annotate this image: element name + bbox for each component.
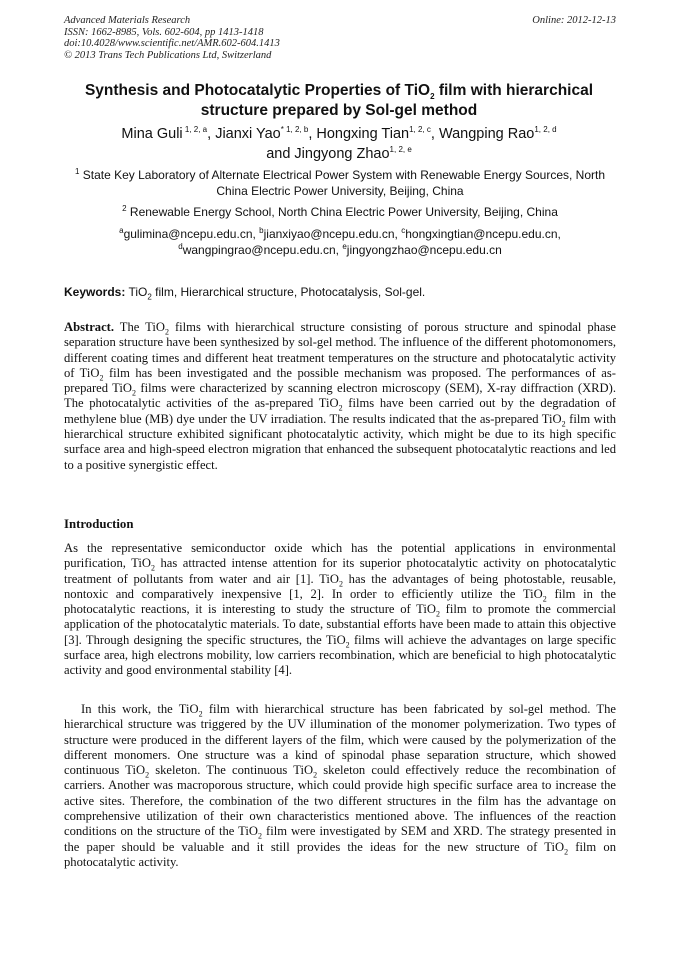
keywords-label: Keywords:	[64, 285, 126, 299]
title-part2: film with hierarchical structure prepared by Sol-gel method	[200, 82, 594, 119]
journal-name: Advanced Materials Research	[64, 15, 191, 26]
body-text: film on photocatalytic activity.	[64, 839, 616, 869]
issn-line: ISSN: 1662-8985, Vols. 602-604, pp 1413-1418	[64, 26, 264, 38]
author-name: and Jingyong Zhao	[266, 146, 390, 162]
subscript: 2	[132, 388, 137, 398]
body-text: film with hierarchical structure has been fabricated by sol-gel method. The hierarchical structure was triggered by the UV illumination of the monomer polymerization. Two types of structure were produced in the different layers of the film, which were caused by the polymerization of the different monomers. One structure was a kind of spinodal phase separation structure, which showed continuous TiO	[64, 702, 617, 778]
affiliation-text: State Key Laboratory of Alternate Electrical Power System with Renewable Energy Sources, North China Electric Power University, Beijing, China	[79, 168, 606, 198]
paper-title	[50, 81, 628, 121]
journal-header	[64, 15, 616, 61]
email-address: jianxiyao@ncepu.edu.cn,	[263, 227, 402, 241]
author-name: Jianxi Yao	[215, 126, 281, 142]
online-date: Online: 2012-12-13	[532, 15, 616, 26]
subscript: 2	[198, 709, 203, 719]
email-sup: b	[259, 226, 264, 235]
introduction-paragraph-1	[64, 541, 616, 679]
body-text: films will achieve the advantages on large specific surface area, high electrons mobility, low carriers recombination, which are beneficial to high photocatalytic activity and good environmental stability [4].	[64, 632, 616, 678]
affiliation-text: Renewable Energy School, North China Electric Power University, Beijing, China	[126, 205, 558, 219]
keywords	[64, 285, 616, 300]
author-emails	[64, 226, 616, 258]
body-text: In this work, the TiO	[81, 702, 199, 716]
keywords-sub: 2	[147, 292, 152, 302]
author-sup: 1, 2, e	[389, 145, 412, 155]
abstract-text: film with hierarchical structure exhibited significant photocatalytic activity, which might be due to its high specific surface area and high-speed electron migration that enhanced the subsequent photocatalytic reactions and led to a positive synergistic effect.	[64, 411, 616, 472]
copyright-line: © 2013 Trans Tech Publications Ltd, Switzerland	[64, 49, 272, 61]
introduction-paragraph-2	[64, 702, 616, 870]
author-sep: ,	[308, 126, 317, 142]
keywords-text: film, Hierarchical structure, Photocatalysis, Sol-gel.	[151, 285, 426, 299]
body-text: film were investigated by SEM and XRD. The strategy presented in the paper should be valuable and it still provides the ideas for the new structure of TiO	[64, 824, 616, 854]
title-sub: 2	[430, 92, 435, 102]
body-text: skeleton. The continuous TiO	[149, 763, 314, 778]
title-part1: Synthesis and Photocatalytic Properties of TiO	[84, 82, 431, 99]
subscript: 2	[313, 770, 318, 780]
affiliation-number: 2	[122, 204, 127, 213]
author-name: Hongxing Tian	[316, 126, 410, 142]
body-text: has the advantages of being photostable, reusable, nontoxic and comparatively inexpensive [1, 2]. In order to efficiently utilize the TiO	[64, 571, 616, 601]
email-address: jingyongzhao@ncepu.edu.cn	[346, 243, 502, 257]
body-text: film to promote the commercial application of the photocatalytic materials. To date, substantial efforts have been made to attain this objective [3]. Through designing the specific structures, the TiO	[64, 602, 617, 647]
subscript: 2	[564, 847, 569, 857]
subscript: 2	[561, 419, 566, 429]
email-address: wangpingrao@ncepu.edu.cn,	[182, 243, 343, 257]
subscript: 2	[145, 770, 150, 780]
abstract-text: film has been investigated and the possible mechanism was proposed. The performances of as-prepared TiO	[64, 365, 616, 396]
affiliation-2	[64, 205, 616, 221]
subscript: 2	[164, 327, 169, 337]
author-name: Mina Guli	[121, 126, 183, 142]
email-address: gulimina@ncepu.edu.cn,	[123, 227, 260, 241]
email-sup: c	[401, 226, 406, 235]
email-address: hongxingtian@ncepu.edu.cn,	[405, 227, 561, 241]
abstract-text: The TiO	[114, 320, 165, 334]
subscript: 2	[99, 373, 104, 383]
author-sup: * 1, 2, b	[280, 125, 309, 135]
author-sep: ,	[207, 126, 216, 142]
author-sup: 1, 2, c	[409, 125, 431, 135]
subscript: 2	[338, 579, 343, 589]
email-sup: d	[178, 242, 183, 251]
keywords-text: TiO	[125, 285, 148, 299]
subscript: 2	[345, 640, 350, 650]
abstract-text: films have been carried out by the degradation of methylene blue (MB) dye under the UV irradiation. The results indicated that the as-prepared TiO	[64, 396, 617, 426]
subscript: 2	[542, 594, 547, 604]
body-text: has attracted intense attention for its superior photocatalytic activity on photocatalytic treatment of pollutants from water and air [1]. TiO	[64, 556, 616, 586]
author-sup: 1, 2, a	[182, 125, 208, 135]
author-sep: ,	[430, 126, 439, 142]
affiliation-1	[64, 168, 616, 199]
email-sup: a	[119, 226, 124, 235]
email-sup: e	[342, 242, 347, 251]
affiliation-number: 1	[74, 167, 80, 176]
section-heading-introduction: Introduction	[64, 517, 134, 531]
subscript: 2	[151, 563, 155, 573]
author-list	[50, 124, 628, 164]
abstract-text: films with hierarchical structure consisting of porous structure and spinodal phase separation structure have been synthesized by sol-gel method. The influence of the different photomonomers, different coating times and different heat treatment temperatures on the structure and photocatalytic activity of TiO	[64, 320, 617, 380]
body-text: As the representative semiconductor oxide which has the potential applications in environmental purification, TiO	[64, 541, 616, 571]
subscript: 2	[338, 404, 343, 413]
subscript: 2	[258, 831, 263, 841]
doi-line: doi:10.4028/www.scientific.net/AMR.602-604.1413	[64, 38, 280, 49]
author-name: Wangping Rao	[438, 126, 535, 142]
body-text: film in the photocatalytic reactions, it is interesting to study the structure of TiO	[64, 586, 616, 617]
abstract-text: films were characterized by scanning electron microscopy (SEM), X-ray diffraction (XRD). The photocatalytic activities of the as-prepared TiO	[64, 381, 616, 411]
abstract	[64, 320, 616, 473]
author-sup: 1, 2, d	[534, 125, 557, 135]
body-text: skeleton could effectively reduce the recombination of carriers. Another was macroporous structure, which could provide high specific surface area to increase the active sites. Therefore, the combination of the two different structures in the film has the advantage on comprehensive utilization of their own characteristics mentioned above. The influences of the reaction conditions on the structure of the TiO	[64, 763, 616, 839]
subscript: 2	[436, 609, 440, 619]
abstract-label: Abstract.	[64, 320, 115, 334]
